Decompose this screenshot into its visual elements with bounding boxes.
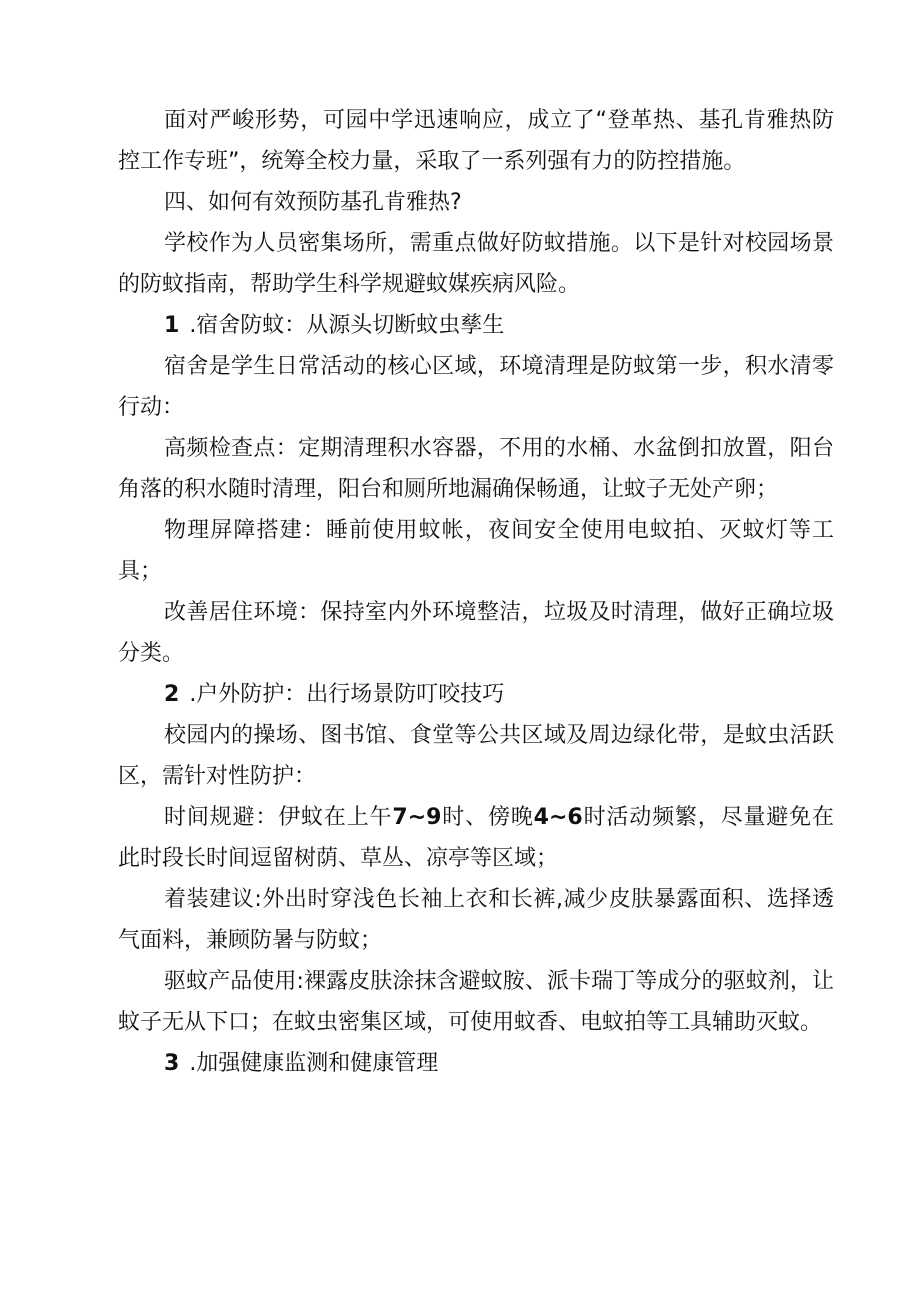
text-run: 时间规避：伊蚊在上午 (164, 805, 393, 830)
paragraph-check-points: 高频检查点：定期清理积水容器，不用的水桶、水盆倒扣放置，阳台角落的积水随时清理，阳台和厕所地漏确保畅通，让蚊子无处产卵； (118, 436, 834, 502)
subheading-number: 3 (164, 1051, 180, 1076)
paragraph-repellent: 驱蚊产品使用:裸露皮肤涂抹含避蚊胺、派卡瑞丁等成分的驱蚊剂，让蚊子无从下口；在蚊虫密集区域，可使用蚊香、电蚊拍等工具辅助灭蚊。 (118, 969, 834, 1035)
subheading-health-monitoring (118, 1043, 834, 1084)
subheading-outdoor (118, 674, 834, 715)
document-body (118, 100, 834, 1084)
paragraph-dormitory-intro: 宿舍是学生日常活动的核心区域，环境清理是防蚊第一步，积水清零行动： (118, 354, 834, 420)
paragraph-school-guide: 学校作为人员密集场所，需重点做好防蚊措施。以下是针对校园场景的防蚊指南，帮助学生科学规避蚊媒疾病风险。 (118, 231, 834, 297)
paragraph-time-avoidance (118, 797, 834, 879)
subheading-text: .加强健康监测和健康管理 (189, 1051, 439, 1076)
paragraph-outdoor-intro: 校园内的操场、图书馆、食堂等公共区域及周边绿化带，是蚊虫活跃区，需针对性防护： (118, 723, 834, 789)
text-run: 时活动频繁，尽量避免在此时段长时间逗留树荫、草丛、凉亭等区域； (118, 805, 834, 871)
text-run: 时、傍晚 (441, 805, 534, 830)
subheading-number: 1 (164, 313, 180, 338)
paragraph-clothing: 着装建议:外出时穿浅色长袖上衣和长裤,减少皮肤暴露面积、选择透气面料，兼顾防暑与防蚊； (118, 887, 834, 953)
paragraph-task-force: 面对严峻形势，可园中学迅速响应，成立了“登革热、基孔肯雅热防控工作专班”，统筹全校力量，采取了一系列强有力的防控措施。 (118, 108, 834, 174)
subheading-text: .户外防护：出行场景防叮咬技巧 (189, 682, 505, 707)
section-heading-prevention: 四、如何有效预防基孔肯雅热? (164, 190, 462, 215)
subheading-text: .宿舍防蚊：从源头切断蚊虫孳生 (189, 313, 505, 338)
paragraph-living-environment: 改善居住环境：保持室内外环境整洁，垃圾及时清理，做好正确垃圾分类。 (118, 600, 834, 666)
subheading-number: 2 (164, 682, 180, 707)
time-range-evening: 4~6 (533, 805, 583, 830)
subheading-dormitory (118, 305, 834, 346)
time-range-morning: 7~9 (392, 805, 442, 830)
paragraph-physical-barrier: 物理屏障搭建：睡前使用蚊帐，夜间安全使用电蚊拍、灭蚊灯等工具； (118, 518, 834, 584)
